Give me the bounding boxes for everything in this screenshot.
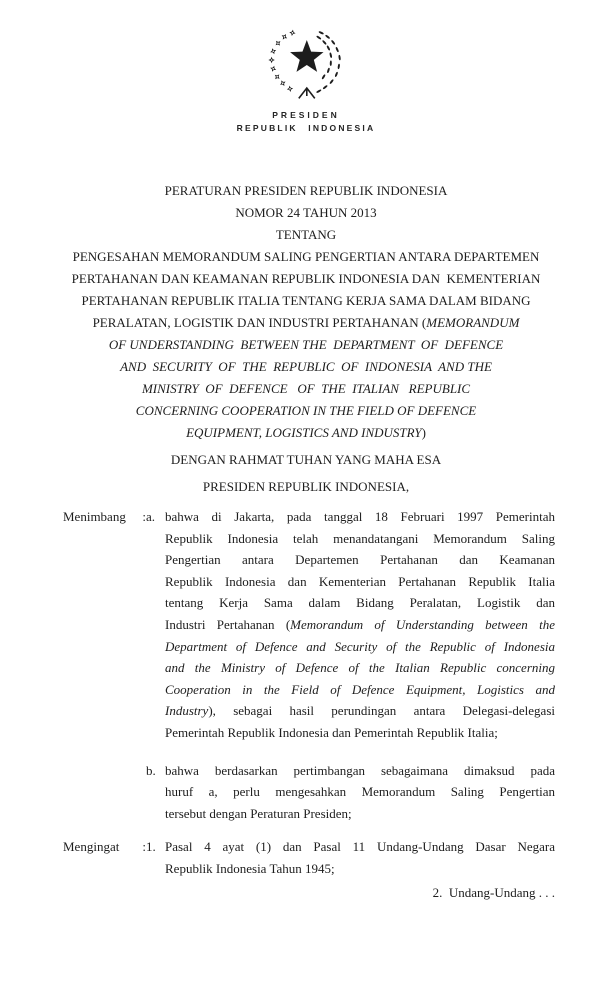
org-name-line1: PRESIDEN <box>272 110 340 120</box>
invocation-line: DENGAN RAHMAT TUHAN YANG MAHA ESA <box>170 452 442 467</box>
item-marker: 1. <box>146 839 156 855</box>
label-text: Menimbang <box>63 509 126 524</box>
body-line: bahwa berdasarkan pertimbangan sebagaimana dimaksud pada <box>165 762 555 778</box>
body-line: huruf a, perlu mengesahkan Memorandum Saling Pengertian <box>165 784 555 800</box>
subject-line <box>36 312 576 334</box>
mengingat-item-1 <box>63 836 555 879</box>
body-line: Cooperation in the Field of Defence Equipment, Logistics and <box>165 681 555 697</box>
subject-line-english: OF UNDERSTANDING BETWEEN THE DEPARTMENT OF DEFENCE <box>108 337 504 352</box>
mengingat-label <box>63 836 146 858</box>
label-colon: : <box>142 839 146 855</box>
subject-line-english <box>36 422 576 444</box>
subject-text: PERALATAN, LOGISTIK DAN INDUSTRI PERTAHANAN ( <box>92 315 427 330</box>
item-marker: b. <box>146 762 156 778</box>
tentang-label: TENTANG <box>275 227 337 242</box>
body-line: Department of Defence and Security of the Republic of Indonesia <box>165 638 555 654</box>
body-line: Republik Indonesia telah menandatangani Memorandum Saling <box>165 530 555 546</box>
body-text: Industri Pertahanan ( <box>165 616 291 632</box>
issuer-line: PRESIDEN REPUBLIK INDONESIA, <box>202 479 410 494</box>
body-line <box>165 614 555 636</box>
body-line: tentang Kerja Sama dalam Bidang Peralatan, Logistik dan <box>165 595 555 611</box>
body-line: and the Ministry of Defence of the Italian Republic concerning <box>165 660 555 676</box>
subject-text-italic: MEMORANDUM <box>426 315 520 330</box>
subject-line: PENGESAHAN MEMORANDUM SALING PENGERTIAN ANTARA DEPARTEMEN <box>72 249 540 264</box>
body-text-italic: Industry <box>165 703 209 719</box>
subject-text: ) <box>421 425 426 440</box>
star-icon <box>290 40 323 72</box>
subject-line-english: CONCERNING COOPERATION IN THE FIELD OF DEFENCE <box>135 403 477 418</box>
label-text: Mengingat <box>63 839 120 855</box>
item-text <box>165 760 555 825</box>
body-line: Republik Indonesia dan Kementerian Pertahanan Republik Italia <box>165 573 555 589</box>
page-catchword: 2. Undang-Undang . . . <box>432 884 555 900</box>
label-colon: : <box>142 509 146 524</box>
subject-text-italic: EQUIPMENT, LOGISTICS AND INDUSTRY <box>186 425 422 440</box>
subject-line-english: MINISTRY OF DEFENCE OF THE ITALIAN REPUBLIC <box>141 381 471 396</box>
org-name-line2: REPUBLIK INDONESIA <box>236 123 376 133</box>
body-text-italic: Memorandum of Understanding between the <box>290 616 555 632</box>
presidential-emblem-icon <box>266 27 346 101</box>
wreath-stems <box>299 88 315 98</box>
body-line: tersebut dengan Peraturan Presiden; <box>165 805 352 821</box>
subject-line: PERTAHANAN REPUBLIK ITALIA TENTANG KERJA SAMA DALAM BIDANG <box>81 293 531 308</box>
item-text <box>165 506 555 744</box>
wreath-right-branch <box>316 31 341 94</box>
menimbang-item-a <box>63 506 555 744</box>
body-line: Republik Indonesia Tahun 1945; <box>165 860 335 876</box>
body-line <box>165 700 555 722</box>
subject-line-english: AND SECURITY OF THE REPUBLIC OF INDONESIA AND THE <box>120 359 492 374</box>
regulation-title-block <box>36 180 576 444</box>
item-text <box>165 836 555 879</box>
body-line: Pengertian antara Departemen Pertahanan dan Keamanan <box>165 552 555 568</box>
regulation-number: NOMOR 24 TAHUN 2013 <box>235 205 377 220</box>
subject-line: PERTAHANAN DAN KEAMANAN REPUBLIK INDONESIA DAN KEMENTERIAN <box>71 271 541 286</box>
item-marker: a. <box>146 509 156 524</box>
body-line: Pemerintah Republik Indonesia dan Pemerintah Republik Italia; <box>165 724 498 740</box>
document-body <box>63 506 555 903</box>
menimbang-label <box>63 506 146 528</box>
body-text: ), sebagai hasil perundingan antara Delegasi-delegasi <box>208 703 555 719</box>
body-line: Pasal 4 ayat (1) dan Pasal 11 Undang-Undang Dasar Negara <box>165 839 555 855</box>
menimbang-item-b <box>63 760 555 825</box>
wreath-left-branch <box>268 29 296 92</box>
document-header <box>0 27 612 134</box>
body-line: bahwa di Jakarta, pada tanggal 18 Februari 1997 Pemerintah <box>165 509 555 524</box>
regulation-type: PERATURAN PRESIDEN REPUBLIK INDONESIA <box>164 183 448 198</box>
